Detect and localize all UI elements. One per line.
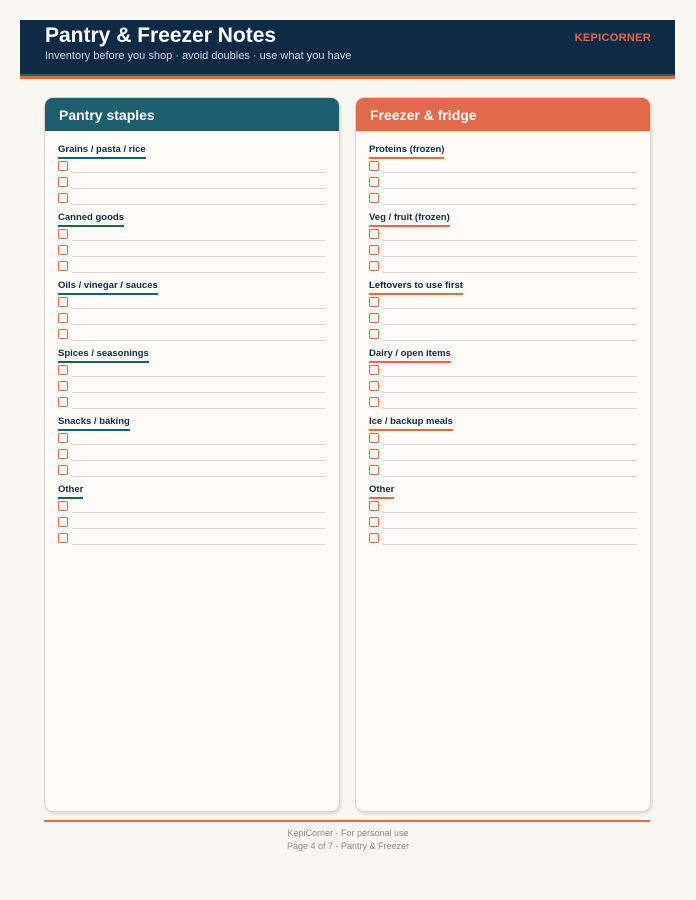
write-in-line[interactable]	[383, 376, 637, 377]
section-title: Proteins (frozen)	[369, 144, 444, 159]
section-title: Grains / pasta / rice	[58, 144, 146, 159]
checklist-row	[369, 395, 637, 411]
section-title: Oils / vinegar / sauces	[58, 280, 158, 295]
write-in-line[interactable]	[72, 324, 326, 325]
checkbox[interactable]	[58, 245, 68, 255]
write-in-line[interactable]	[72, 460, 326, 461]
checklist-section	[58, 207, 326, 275]
checklist-row	[369, 431, 637, 447]
checkbox[interactable]	[369, 297, 379, 307]
checklist-row	[58, 379, 326, 395]
checkbox[interactable]	[369, 193, 379, 203]
checklist-row	[58, 463, 326, 479]
section-title: Canned goods	[58, 212, 124, 227]
checkbox[interactable]	[58, 177, 68, 187]
section-list	[356, 131, 650, 547]
checkbox[interactable]	[58, 449, 68, 459]
write-in-line[interactable]	[72, 256, 326, 257]
write-in-line[interactable]	[383, 340, 637, 341]
write-in-line[interactable]	[383, 172, 637, 173]
checkbox[interactable]	[58, 397, 68, 407]
write-in-line[interactable]	[383, 544, 637, 545]
write-in-line[interactable]	[72, 272, 326, 273]
footer-text: KepiCorner · For personal use	[287, 828, 409, 838]
checklist-section	[58, 139, 326, 207]
checkbox[interactable]	[369, 397, 379, 407]
page-header	[20, 20, 675, 74]
write-in-line[interactable]	[383, 272, 637, 273]
brand-label: KEPICORNER	[574, 32, 651, 44]
checkbox[interactable]	[58, 229, 68, 239]
checklist-section	[58, 479, 326, 547]
section-list	[45, 131, 339, 547]
page-title: Pantry & Freezer Notes	[45, 24, 277, 47]
checklist-row	[58, 191, 326, 207]
checkbox[interactable]	[369, 245, 379, 255]
write-in-line[interactable]	[383, 188, 637, 189]
checkbox[interactable]	[369, 465, 379, 475]
write-in-line[interactable]	[72, 340, 326, 341]
write-in-line[interactable]	[383, 392, 637, 393]
section-title: Snacks / baking	[58, 416, 130, 431]
checklist-row	[58, 395, 326, 411]
section-title: Other	[369, 484, 394, 499]
section-title: Dairy / open items	[369, 348, 451, 363]
write-in-line[interactable]	[72, 376, 326, 377]
checklist-row	[58, 243, 326, 259]
checkbox[interactable]	[369, 433, 379, 443]
write-in-line[interactable]	[72, 444, 326, 445]
checklist-row	[58, 175, 326, 191]
checklist-row	[369, 447, 637, 463]
write-in-line[interactable]	[72, 240, 326, 241]
checklist-row	[58, 311, 326, 327]
write-in-line[interactable]	[383, 512, 637, 513]
header-accent-stripe	[20, 74, 675, 79]
checklist-row	[58, 447, 326, 463]
section-title: Other	[58, 484, 83, 499]
checklist-section	[58, 275, 326, 343]
checkbox[interactable]	[369, 381, 379, 391]
write-in-line[interactable]	[383, 308, 637, 309]
checklist-row	[369, 259, 637, 275]
checklist-row	[369, 175, 637, 191]
checklist-section	[369, 139, 637, 207]
checklist-row	[369, 463, 637, 479]
checklist-row	[58, 363, 326, 379]
checklist-section	[58, 411, 326, 479]
checkbox[interactable]	[58, 501, 68, 511]
checklist-row	[369, 327, 637, 343]
write-in-line[interactable]	[72, 512, 326, 513]
section-title: Leftovers to use first	[369, 280, 463, 295]
write-in-line[interactable]	[383, 256, 637, 257]
checkbox[interactable]	[369, 229, 379, 239]
write-in-line[interactable]	[72, 204, 326, 205]
checklist-row	[58, 159, 326, 175]
checklist-row	[58, 327, 326, 343]
write-in-line[interactable]	[383, 408, 637, 409]
write-in-line[interactable]	[72, 408, 326, 409]
checkbox[interactable]	[58, 517, 68, 527]
checklist-row	[369, 379, 637, 395]
checkbox[interactable]	[58, 297, 68, 307]
checkbox[interactable]	[369, 261, 379, 271]
checklist-row	[369, 243, 637, 259]
checkbox[interactable]	[369, 517, 379, 527]
card-title: Freezer & fridge	[356, 98, 650, 131]
checklist-section	[369, 479, 637, 547]
checklist-section	[369, 411, 637, 479]
write-in-line[interactable]	[383, 204, 637, 205]
checklist-section	[369, 275, 637, 343]
checklist-row	[369, 515, 637, 531]
checkbox[interactable]	[369, 365, 379, 375]
write-in-line[interactable]	[72, 544, 326, 545]
write-in-line[interactable]	[383, 476, 637, 477]
checkbox[interactable]	[58, 381, 68, 391]
checklist-section	[58, 343, 326, 411]
checkbox[interactable]	[58, 329, 68, 339]
checkbox[interactable]	[369, 161, 379, 171]
write-in-line[interactable]	[72, 188, 326, 189]
checklist-row	[369, 159, 637, 175]
page-subtitle: Inventory before you shop · avoid doubles · use what you have	[45, 50, 352, 62]
checklist-row	[58, 227, 326, 243]
footer-page-info: Page 4 of 7 · Pantry & Freezer	[286, 841, 410, 851]
checkbox[interactable]	[369, 449, 379, 459]
checkbox[interactable]	[369, 329, 379, 339]
checklist-row	[369, 363, 637, 379]
checklist-row	[58, 515, 326, 531]
checklist-section	[369, 343, 637, 411]
checkbox[interactable]	[58, 465, 68, 475]
checkbox[interactable]	[369, 177, 379, 187]
write-in-line[interactable]	[383, 460, 637, 461]
checkbox[interactable]	[58, 161, 68, 171]
write-in-line[interactable]	[72, 528, 326, 529]
checkbox[interactable]	[58, 261, 68, 271]
checkbox[interactable]	[369, 533, 379, 543]
section-title: Ice / backup meals	[369, 416, 453, 431]
section-title: Veg / fruit (frozen)	[369, 212, 450, 227]
checkbox[interactable]	[58, 533, 68, 543]
checklist-row	[58, 499, 326, 515]
write-in-line[interactable]	[383, 444, 637, 445]
checklist-row	[369, 191, 637, 207]
checkbox[interactable]	[369, 313, 379, 323]
write-in-line[interactable]	[72, 308, 326, 309]
card-title: Pantry staples	[45, 98, 339, 131]
checklist-row	[369, 499, 637, 515]
write-in-line[interactable]	[72, 392, 326, 393]
checklist-row	[58, 295, 326, 311]
write-in-line[interactable]	[383, 528, 637, 529]
checklist-row	[58, 259, 326, 275]
pantry-staples-card	[44, 97, 340, 812]
write-in-line[interactable]	[383, 324, 637, 325]
freezer-fridge-card	[355, 97, 651, 812]
checkbox[interactable]	[58, 365, 68, 375]
checklist-row	[369, 295, 637, 311]
checklist-row	[369, 227, 637, 243]
checklist-row	[369, 531, 637, 547]
checkbox[interactable]	[369, 501, 379, 511]
checklist-section	[369, 207, 637, 275]
write-in-line[interactable]	[72, 476, 326, 477]
checklist-row	[369, 311, 637, 327]
write-in-line[interactable]	[383, 240, 637, 241]
checkbox[interactable]	[58, 193, 68, 203]
footer-divider	[44, 820, 650, 822]
section-title: Spices / seasonings	[58, 348, 149, 363]
checklist-row	[58, 531, 326, 547]
checkbox[interactable]	[58, 433, 68, 443]
checkbox[interactable]	[58, 313, 68, 323]
checklist-row	[58, 431, 326, 447]
write-in-line[interactable]	[72, 172, 326, 173]
